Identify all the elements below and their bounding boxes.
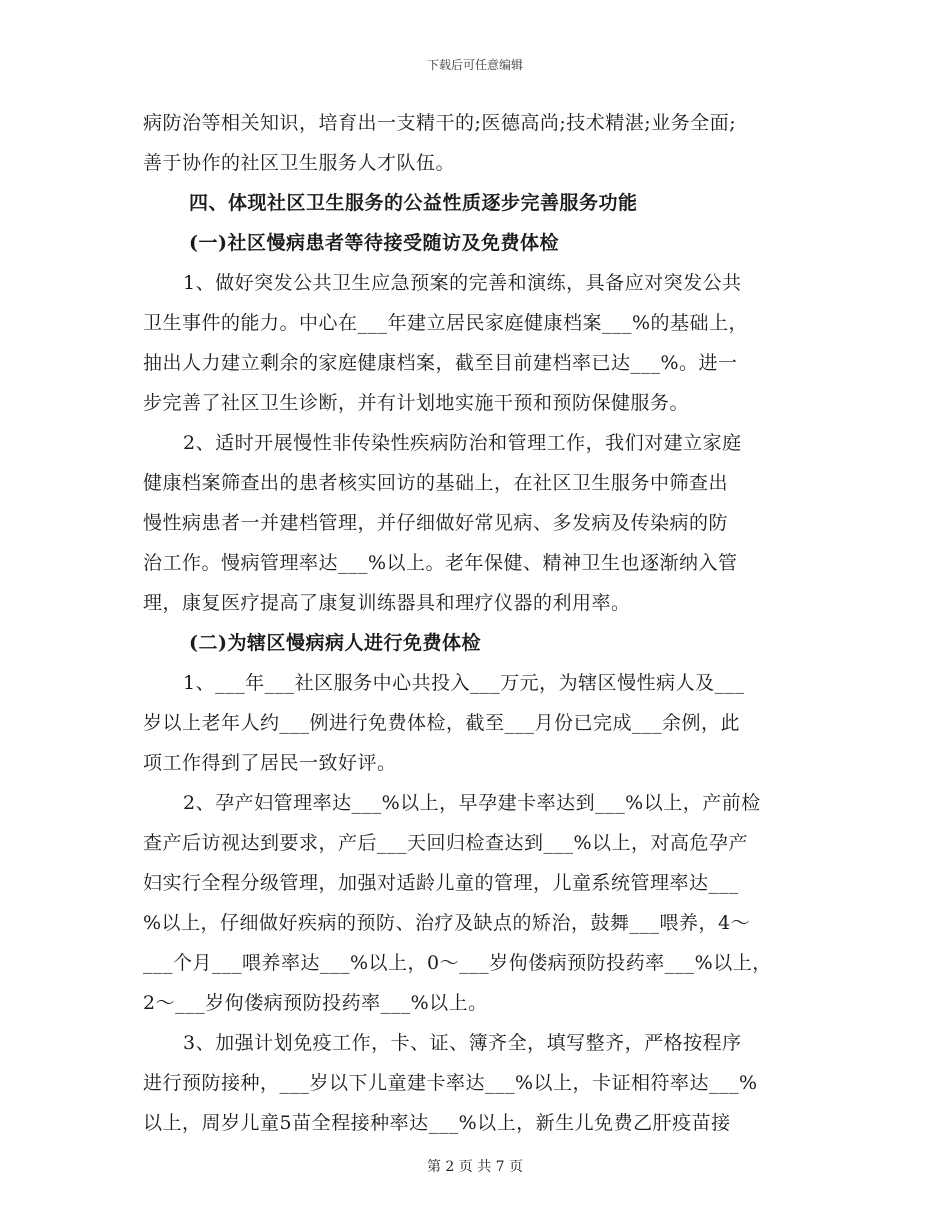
text-line: 查产后访视达到要求，产后___天回归检查达到___%以上，对高危孕产 [143,832,749,854]
page-header-note: 下载后可任意编辑 [426,58,523,72]
page-number-footer: 第 2 页 共 7 页 [426,1159,524,1175]
text-line: 步完善了社区卫生诊断，并有计划地实施干预和预防保健服务。 [143,392,690,414]
text-line: 项工作得到了居民一致好评。 [143,752,397,774]
paragraph-start-line: 3、加强计划免疫工作，卡、证、簿齐全，填写整齐，严格按程序 [183,1032,742,1054]
text-line: 进行预防接种，___岁以下儿童建卡率达___%以上，卡证相符率达___% [143,1072,758,1094]
text-line: 慢性病患者一并建档管理，并仔细做好常见病、多发病及传染病的防 [143,512,729,534]
text-line: 卫生事件的能力。中心在___年建立居民家庭健康档案___%的基础上， [143,312,749,334]
subsection-heading: (二)为辖区慢病病人进行免费体检 [189,632,481,654]
text-line: 岁以上老年人约___例进行免费体检，截至___月份已完成___余例，此 [143,712,741,734]
text-line: 妇实行全程分级管理，加强对适龄儿童的管理，儿童系统管理率达___ [143,872,739,894]
section-heading: 四、体现社区卫生服务的公益性质逐步完善服务功能 [189,192,638,214]
text-line: 理，康复医疗提高了康复训练器具和理疗仪器的利用率。 [143,592,631,614]
text-line: 善于协作的社区卫生服务人才队伍。 [143,152,456,174]
paragraph-start-line: 1、___年___社区服务中心共投入___万元，为辖区慢性病人及___ [183,672,745,694]
subsection-heading: (一)社区慢病患者等待接受随访及免费体检 [189,232,559,254]
text-line: 以上，周岁儿童5苗全程接种率达___%以上，新生儿免费乙肝疫苗接 [143,1112,731,1134]
text-line: ___个月___喂养率达___%以上，0～___岁佝偻病预防投药率___%以上， [143,952,772,974]
text-line: 治工作。慢病管理率达___%以上。老年保健、精神卫生也逐渐纳入管 [143,552,738,574]
paragraph-start-line: 2、适时开展慢性非传染性疾病防治和管理工作，我们对建立家庭 [183,432,742,454]
text-line: %以上，仔细做好疾病的预防、治疗及缺点的矫治，鼓舞___喂养，4～ [143,912,751,934]
text-line: 健康档案筛查出的患者核实回访的基础上，在社区卫生服务中筛查出 [143,472,729,494]
text-line: 病防治等相关知识，培育出一支精干的;医德高尚;技术精湛;业务全面; [143,112,737,134]
text-line: 抽出人力建立剩余的家庭健康档案，截至目前建档率已达___%。进一 [143,352,738,374]
document-body [143,103,807,1143]
paragraph-start-line: 1、做好突发公共卫生应急预案的完善和演练，具备应对突发公共 [183,272,742,294]
paragraph-start-line: 2、孕产妇管理率达___%以上，早孕建卡率达到___%以上，产前检 [183,792,761,814]
text-line: 2～___岁佝偻病预防投药率___%以上。 [143,992,488,1014]
